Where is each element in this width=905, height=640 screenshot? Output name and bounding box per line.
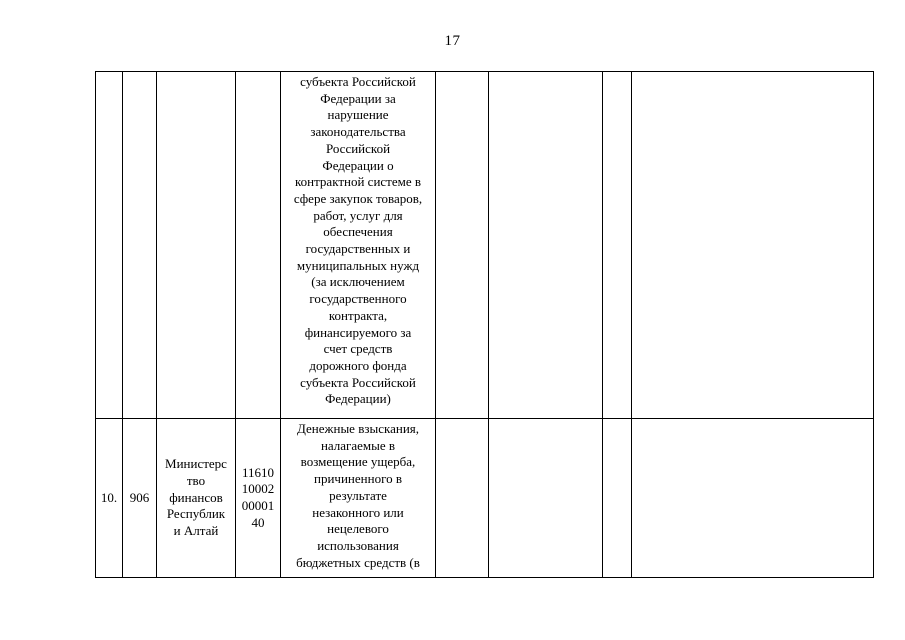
cell-kbk (236, 72, 281, 419)
cell-description: Денежные взыскания, налагаемые в возмещение ущерба, причиненного в результате незаконного или нецелевого использования бюджетных средств (в (281, 419, 436, 578)
cell-kbk: 11610 10002 00001 40 (236, 419, 281, 578)
table-row (96, 419, 874, 578)
cell-col8 (603, 419, 632, 578)
cell-administrator: Министерс тво финансов Республик и Алтай (157, 419, 236, 578)
document-table (95, 71, 874, 578)
cell-number: 10. (96, 419, 123, 578)
cell-code: 906 (123, 419, 157, 578)
cell-col7 (489, 419, 603, 578)
cell-col7 (489, 72, 603, 419)
cell-col6 (436, 419, 489, 578)
cell-administrator (157, 72, 236, 419)
cell-col8 (603, 72, 632, 419)
cell-number (96, 72, 123, 419)
table-row (96, 72, 874, 419)
cell-description: субъекта Российской Федерации за нарушение законодательства Российской Федерации о контрактной системе в сфере закупок товаров, работ, услуг для обеспечения государственных и муниципальных нужд (за исключением государственного контракта, финансируемого за счет средств дорожного фонда субъекта Российской Федерации) (281, 72, 436, 419)
page-number: 17 (444, 33, 461, 49)
cell-col9 (632, 72, 874, 419)
cell-code (123, 72, 157, 419)
cell-col6 (436, 72, 489, 419)
cell-col9 (632, 419, 874, 578)
